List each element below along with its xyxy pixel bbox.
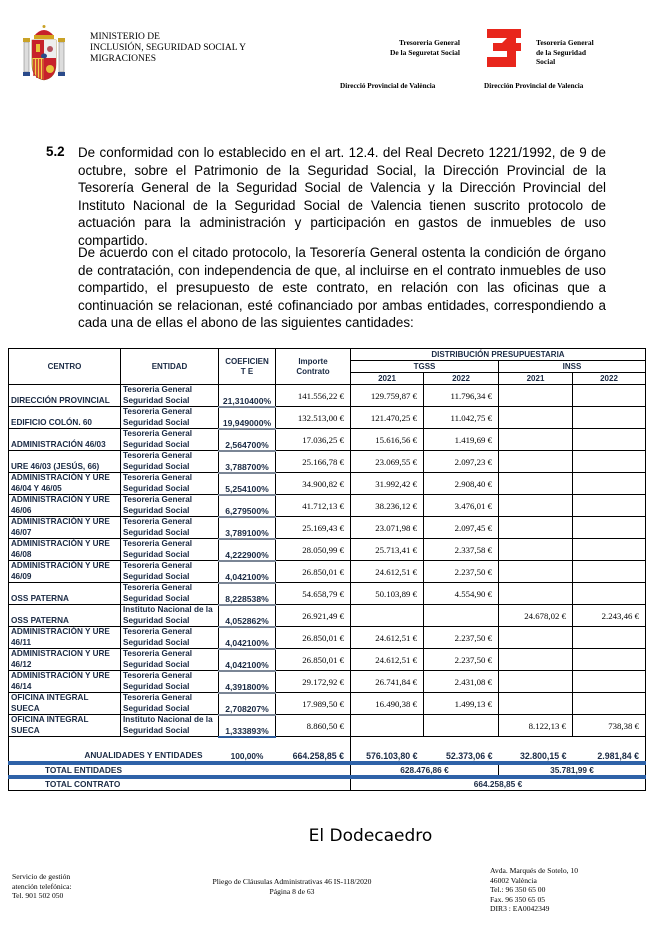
cell-importe: 28.050,99 € <box>276 539 351 561</box>
annual-totals-coef: 100,00% <box>219 737 276 763</box>
cell-centro: ADMINISTRACIÓN Y URE 46/11 <box>9 627 121 649</box>
cell-importe: 29.172,92 € <box>276 671 351 693</box>
cell-inss-2021 <box>499 451 573 473</box>
contract-total-value: 664.258,85 € <box>351 777 646 791</box>
cell-tgss-2022: 2.237,50 € <box>424 649 499 671</box>
cell-centro: OFICINA INTEGRAL SUECA <box>9 693 121 715</box>
table-body <box>9 385 646 737</box>
ministry-line: MINISTERIO DE <box>90 32 160 42</box>
ministry-name <box>90 32 246 65</box>
table-row <box>9 451 646 473</box>
cell-inss-2021: 8.122,13 € <box>499 715 573 737</box>
entity-totals-inss: 35.781,99 € <box>499 763 646 777</box>
header-importe: Importe Contrato <box>276 349 351 385</box>
cell-coeficiente: 3,789100% <box>219 517 276 539</box>
budget-distribution-table <box>8 348 646 791</box>
cell-inss-2022 <box>573 693 646 715</box>
cell-tgss-2022: 2.237,50 € <box>424 627 499 649</box>
cell-tgss-2021 <box>351 605 424 627</box>
table-row <box>9 583 646 605</box>
tgss-catalan-line: De la Seguretat Social <box>389 48 460 57</box>
header-distribucion: DISTRIBUCIÓN PRESUPUESTARIA <box>351 349 646 361</box>
cell-tgss-2021: 129.759,87 € <box>351 385 424 407</box>
cell-tgss-2021: 23.069,55 € <box>351 451 424 473</box>
cell-inss-2022 <box>573 671 646 693</box>
cell-entidad: Tesoreria General Seguridad Social <box>121 495 219 517</box>
header-tgss: TGSS <box>351 361 499 373</box>
cell-entidad: Tesoreria General Seguridad Social <box>121 385 219 407</box>
cell-coeficiente: 6,279500% <box>219 495 276 517</box>
cell-entidad: Instituto Nacional de la Seguridad Social <box>121 715 219 737</box>
cell-inss-2022 <box>573 649 646 671</box>
cell-importe: 17.036,25 € <box>276 429 351 451</box>
cell-tgss-2021: 50.103,89 € <box>351 583 424 605</box>
cell-inss-2022 <box>573 561 646 583</box>
table-row <box>9 539 646 561</box>
cell-coeficiente: 1,333893% <box>219 715 276 737</box>
cell-inss-2022 <box>573 583 646 605</box>
table-row <box>9 605 646 627</box>
cell-inss-2021 <box>499 473 573 495</box>
cell-tgss-2022: 2.097,45 € <box>424 517 499 539</box>
cell-tgss-2022 <box>424 715 499 737</box>
cell-centro: ADMINISTRACION Y URE 46/12 <box>9 649 121 671</box>
coat-of-arms-logo <box>22 24 66 84</box>
cell-tgss-2022: 2.431,08 € <box>424 671 499 693</box>
cell-tgss-2021 <box>351 715 424 737</box>
annual-totals-inss-2022: 2.981,84 € <box>573 737 646 763</box>
cell-entidad: Tesoreria General Seguridad Social <box>121 473 219 495</box>
cell-entidad: Tesoreria General Seguridad Social <box>121 517 219 539</box>
cell-inss-2021 <box>499 583 573 605</box>
table-row <box>9 429 646 451</box>
cell-entidad: Tesoreria General Seguridad Social <box>121 451 219 473</box>
cell-inss-2021 <box>499 429 573 451</box>
section-paragraph-1: De conformidad con lo establecido en el art. 12.4. del Real Decreto 1221/1992, de 9 de octubre, sobre el Patrimonio de la Seguridad Social, la Dirección Provincial de la Tesorería General de la Seguridad Social de Valencia y la Dirección Provincial del Instituto Nacional de la Seguridad Social de Valencia tienen suscrito protocolo de actuación para la administración y participación en gastos de inmuebles de uso compartido. <box>78 145 606 248</box>
footer-document-info <box>196 877 388 896</box>
cell-tgss-2022 <box>424 605 499 627</box>
cell-centro: ADMINISTRACIÓN Y URE 46/14 <box>9 671 121 693</box>
cell-tgss-2021: 15.616,56 € <box>351 429 424 451</box>
annual-totals-tgss-2021: 576.103,80 € <box>351 737 424 763</box>
cell-inss-2021 <box>499 627 573 649</box>
table-row <box>9 627 646 649</box>
cell-tgss-2021: 31.992,42 € <box>351 473 424 495</box>
footer-line: Servicio de gestión <box>12 872 71 881</box>
cell-tgss-2021: 25.713,41 € <box>351 539 424 561</box>
cell-centro: URE 46/03 (JESÚS, 66) <box>9 451 121 473</box>
cell-inss-2021 <box>499 671 573 693</box>
cell-tgss-2022: 2.337,58 € <box>424 539 499 561</box>
cell-entidad: Tesoreria General Seguridad Social <box>121 407 219 429</box>
header-coeficiente: COEFICIENT E <box>219 349 276 385</box>
table-row <box>9 473 646 495</box>
footer-phone-service <box>12 872 72 901</box>
cell-coeficiente: 8,228538% <box>219 583 276 605</box>
section-paragraph-2: De acuerdo con el citado protocolo, la Tesorería General ostenta la condición de órgano de contratación, con independencia de que, al incluirse en el contrato inmuebles de uso compartido, el presupuesto de este contrato, en relación con las oficinas que a continuación se relacionan, esté cofinanciado por ambas entidades, correspondiendo a cada una de ellas el abono de las siguientes cantidades: <box>78 245 606 330</box>
ministry-line: MIGRACIONES <box>90 54 156 64</box>
cell-coeficiente: 5,254100% <box>219 473 276 495</box>
cell-importe: 17.989,50 € <box>276 693 351 715</box>
cell-inss-2021 <box>499 385 573 407</box>
footer-document-title: Pliego de Cláusulas Administrativas 46 IS-118/2020 <box>212 877 372 886</box>
footer-line: atención telefónica: <box>12 881 72 891</box>
cell-inss-2022 <box>573 517 646 539</box>
cell-coeficiente: 4,042100% <box>219 561 276 583</box>
cell-coeficiente: 4,222900% <box>219 539 276 561</box>
tgss-catalan-line: Tresoreria General <box>398 38 460 47</box>
table-row <box>9 649 646 671</box>
annual-totals-importe: 664.258,85 € <box>276 737 351 763</box>
cell-tgss-2022: 11.042,75 € <box>424 407 499 429</box>
table-row <box>9 495 646 517</box>
cell-importe: 34.900,82 € <box>276 473 351 495</box>
cell-entidad: Instituto Nacional de la Seguridad Social <box>121 605 219 627</box>
table-row <box>9 561 646 583</box>
cell-importe: 26.921,49 € <box>276 605 351 627</box>
cell-tgss-2021: 24.612,51 € <box>351 627 424 649</box>
cell-centro: EDIFICIO COLÓN. 60 <box>9 407 121 429</box>
table-row <box>9 407 646 429</box>
cell-inss-2022 <box>573 385 646 407</box>
table-row <box>9 671 646 693</box>
cell-inss-2021 <box>499 517 573 539</box>
cell-entidad: Tesoreria General Seguridad Social <box>121 649 219 671</box>
footer-address <box>490 866 578 914</box>
cell-entidad: Tesoreria General Seguridad Social <box>121 561 219 583</box>
ministry-line: INCLUSIÓN, SEGURIDAD SOCIAL Y <box>90 43 247 53</box>
cell-inss-2021 <box>499 649 573 671</box>
cell-tgss-2021: 38.236,12 € <box>351 495 424 517</box>
cell-tgss-2021: 24.612,51 € <box>351 649 424 671</box>
tgss-spanish-line: de la Seguridad <box>536 47 587 57</box>
cell-inss-2022 <box>573 407 646 429</box>
footer-line: Fax. 96 350 65 05 <box>490 894 546 904</box>
cell-importe: 25.166,78 € <box>276 451 351 473</box>
tgss-catalan-name <box>352 38 460 58</box>
cell-inss-2021: 24.678,02 € <box>499 605 573 627</box>
direction-catalan: Direcció Provincial de València <box>340 82 436 90</box>
cell-inss-2021 <box>499 693 573 715</box>
cell-inss-2022: 2.243,46 € <box>573 605 646 627</box>
cell-inss-2022 <box>573 429 646 451</box>
cell-inss-2022 <box>573 473 646 495</box>
annual-totals-label: ANUALIDADES Y ENTIDADES <box>9 737 219 763</box>
footer-line: Tel.: 96 350 65 00 <box>490 885 546 894</box>
cell-tgss-2022: 3.476,01 € <box>424 495 499 517</box>
header-entidad: ENTIDAD <box>121 349 219 385</box>
header-tgss-2021: 2021 <box>351 373 424 385</box>
cell-coeficiente: 4,052862% <box>219 605 276 627</box>
cell-entidad: Tesoreria General Seguridad Social <box>121 583 219 605</box>
cell-coeficiente: 4,391800% <box>219 671 276 693</box>
cell-tgss-2022: 4.554,90 € <box>424 583 499 605</box>
header-row <box>9 349 646 361</box>
header-inss-2022: 2022 <box>573 373 646 385</box>
table-row <box>9 517 646 539</box>
cell-inss-2021 <box>499 561 573 583</box>
cell-importe: 132.513,00 € <box>276 407 351 429</box>
watermark-label: El Dodecaedro <box>308 826 433 846</box>
footer-line: 46002 València <box>490 875 537 885</box>
cell-tgss-2021: 16.490,38 € <box>351 693 424 715</box>
footer-page-number: Página 8 de 63 <box>269 886 315 896</box>
cell-inss-2021 <box>499 539 573 561</box>
cell-coeficiente: 19,949000% <box>219 407 276 429</box>
cell-centro: ADMINISTRACIÓN Y URE 46/08 <box>9 539 121 561</box>
cell-tgss-2022: 11.796,34 € <box>424 385 499 407</box>
footer-line: Avda. Marqués de Sotelo, 10 <box>490 866 579 875</box>
cell-inss-2022 <box>573 451 646 473</box>
cell-entidad: Tesoreria General Seguridad Social <box>121 429 219 451</box>
entity-totals-tgss: 628.476,86 € <box>351 763 499 777</box>
cell-importe: 141.556,22 € <box>276 385 351 407</box>
cell-coeficiente: 21,310400% <box>219 385 276 407</box>
header-inss-2021: 2021 <box>499 373 573 385</box>
cell-coeficiente: 2,564700% <box>219 429 276 451</box>
cell-tgss-2022: 2.237,50 € <box>424 561 499 583</box>
cell-centro: ADMINISTRACIÓN 46/03 <box>9 429 121 451</box>
direction-spanish: Dirección Provincial de Valencia <box>484 82 584 90</box>
contract-total-label: TOTAL CONTRATO <box>9 777 351 791</box>
cell-coeficiente: 3,788700% <box>219 451 276 473</box>
cell-importe: 26.850,01 € <box>276 649 351 671</box>
cell-coeficiente: 4,042100% <box>219 649 276 671</box>
cell-importe: 8.860,50 € <box>276 715 351 737</box>
cell-tgss-2021: 121.470,25 € <box>351 407 424 429</box>
header-inss: INSS <box>499 361 646 373</box>
cell-importe: 25.169,43 € <box>276 517 351 539</box>
cell-centro: ADMINISTRACIÓN Y URE 46/07 <box>9 517 121 539</box>
contract-total-row <box>9 777 646 791</box>
cell-coeficiente: 2,708207% <box>219 693 276 715</box>
footer-line: Tel. 901 502 050 <box>12 891 64 900</box>
table-row <box>9 385 646 407</box>
cell-importe: 26.850,01 € <box>276 627 351 649</box>
entity-totals-label: TOTAL ENTIDADES <box>9 763 351 777</box>
cell-centro: DIRECCIÓN PROVINCIAL <box>9 385 121 407</box>
section-number: 5.2 <box>46 144 65 159</box>
tgss-spanish-name <box>536 38 594 67</box>
cell-tgss-2022: 1.419,69 € <box>424 429 499 451</box>
cell-entidad: Tesoreria General Seguridad Social <box>121 539 219 561</box>
cell-tgss-2022: 2.097,23 € <box>424 451 499 473</box>
cell-tgss-2021: 26.741,84 € <box>351 671 424 693</box>
table-row <box>9 715 646 737</box>
annual-totals-tgss-2022: 52.373,06 € <box>424 737 499 763</box>
cell-inss-2022 <box>573 495 646 517</box>
table-row <box>9 693 646 715</box>
header-tgss-2022: 2022 <box>424 373 499 385</box>
annual-totals-row <box>9 737 646 763</box>
cell-centro: ADMINISTRACIÓN Y URE 46/06 <box>9 495 121 517</box>
cell-centro: OSS PATERNA <box>9 583 121 605</box>
cell-coeficiente: 4,042100% <box>219 627 276 649</box>
cell-tgss-2021: 23.071,98 € <box>351 517 424 539</box>
footer-line: DIR3 : EA0042349 <box>490 904 550 913</box>
cell-entidad: Tesoreria General Seguridad Social <box>121 627 219 649</box>
header-centro: CENTRO <box>9 349 121 385</box>
cell-importe: 26.850,01 € <box>276 561 351 583</box>
cell-inss-2022 <box>573 539 646 561</box>
cell-inss-2021 <box>499 495 573 517</box>
cell-inss-2022 <box>573 627 646 649</box>
tgss-spanish-line: Social <box>536 57 556 66</box>
cell-centro: OFICINA INTEGRAL SUECA <box>9 715 121 737</box>
cell-centro: OSS PATERNA <box>9 605 121 627</box>
cell-entidad: Tesoreria General Seguridad Social <box>121 693 219 715</box>
entity-totals-row <box>9 763 646 777</box>
cell-importe: 41.712,13 € <box>276 495 351 517</box>
cell-tgss-2022: 2.908,40 € <box>424 473 499 495</box>
cell-inss-2021 <box>499 407 573 429</box>
annual-totals-inss-2021: 32.800,15 € <box>499 737 573 763</box>
cell-centro: ADMINISTRACIÓN Y URE 46/09 <box>9 561 121 583</box>
cell-tgss-2021: 24.612,51 € <box>351 561 424 583</box>
cell-tgss-2022: 1.499,13 € <box>424 693 499 715</box>
cell-centro: ADMINISTRACIÓN Y URE 46/04 Y 46/05 <box>9 473 121 495</box>
cell-importe: 54.658,79 € <box>276 583 351 605</box>
tgss-logo <box>487 29 521 67</box>
cell-inss-2022: 738,38 € <box>573 715 646 737</box>
tgss-spanish-line: Tesorería General <box>536 38 594 47</box>
cell-entidad: Tesoreria General Seguridad Social <box>121 671 219 693</box>
